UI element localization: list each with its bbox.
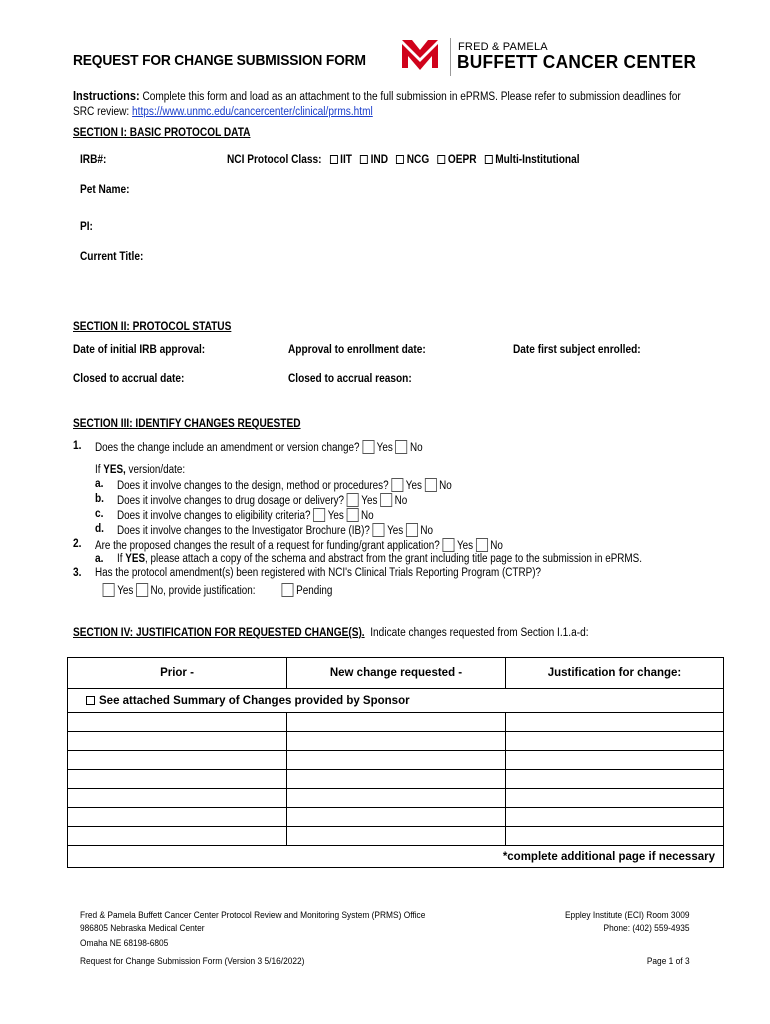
q2-yes-checkbox[interactable] bbox=[442, 538, 454, 552]
prior-cell[interactable] bbox=[68, 732, 287, 751]
q1d-yes-label: Yes bbox=[387, 525, 404, 537]
prior-cell[interactable] bbox=[68, 827, 287, 846]
multi-institutional-label: Multi-Institutional bbox=[495, 154, 580, 166]
new-change-cell[interactable] bbox=[287, 751, 506, 770]
q1a-no-label: No bbox=[439, 480, 452, 492]
pi-label: PI: bbox=[80, 221, 93, 233]
section-2-heading: SECTION II: PROTOCOL STATUS bbox=[73, 321, 232, 333]
unmc-logo-icon bbox=[400, 38, 440, 74]
section-1-heading: SECTION I: BASIC PROTOCOL DATA bbox=[73, 127, 251, 139]
nci-protocol-class bbox=[227, 154, 580, 166]
pet-name-label: Pet Name: bbox=[80, 184, 130, 196]
approval-enrollment-label: Approval to enrollment date: bbox=[288, 344, 426, 356]
new-change-cell[interactable] bbox=[287, 827, 506, 846]
section-4-heading: SECTION IV: JUSTIFICATION FOR REQUESTED CHANGE(S). bbox=[73, 627, 365, 639]
q2a-row bbox=[117, 553, 642, 565]
q3-number: 3. bbox=[73, 567, 82, 579]
table-row bbox=[68, 732, 724, 751]
table-row bbox=[68, 713, 724, 732]
new-change-cell[interactable] bbox=[287, 713, 506, 732]
q1a-number: a. bbox=[95, 478, 104, 490]
ind-label: IND bbox=[370, 154, 389, 166]
irb-label: IRB#: bbox=[80, 154, 107, 166]
closed-date-label: Closed to accrual date: bbox=[73, 373, 185, 385]
footer-line-1: Fred & Pamela Buffett Cancer Center Protocol Review and Monitoring System (PRMS) Office bbox=[80, 910, 426, 921]
q1c-yes-checkbox[interactable] bbox=[313, 508, 325, 522]
ind-checkbox[interactable] bbox=[360, 155, 368, 164]
q1c-row bbox=[117, 508, 374, 522]
q1a-text: Does it involve changes to the design, method or procedures? bbox=[117, 480, 389, 492]
q1b-number: b. bbox=[95, 493, 105, 505]
q1d-text: Does it involve changes to the Investigator Brochure (IB)? bbox=[117, 525, 370, 537]
q2a-number: a. bbox=[95, 553, 104, 565]
q1d-row bbox=[117, 523, 433, 537]
q1c-text: Does it involve changes to eligibility criteria? bbox=[117, 510, 311, 522]
q1c-no-checkbox[interactable] bbox=[346, 508, 358, 522]
prior-cell[interactable] bbox=[68, 751, 287, 770]
footer-room: Eppley Institute (ECI) Room 3009 bbox=[565, 910, 690, 921]
q1b-row bbox=[117, 493, 407, 507]
table-row bbox=[68, 751, 724, 770]
section-4-note: Indicate changes requested from Section I.1.a-d: bbox=[370, 627, 589, 639]
if-yes-pre: If bbox=[95, 464, 101, 476]
q2-yes-label: Yes bbox=[456, 540, 474, 552]
q1c-number: c. bbox=[95, 508, 104, 520]
q1-number: 1. bbox=[73, 440, 82, 452]
multi-institutional-checkbox[interactable] bbox=[485, 155, 493, 164]
footer-line-3: Omaha NE 68198-6805 bbox=[80, 938, 169, 949]
new-change-cell[interactable] bbox=[287, 789, 506, 808]
q1-yes-label: Yes bbox=[376, 442, 393, 454]
q1-text: Does the change include an amendment or version change? bbox=[95, 442, 360, 454]
prior-cell[interactable] bbox=[68, 770, 287, 789]
q1-row bbox=[95, 440, 423, 454]
justification-cell[interactable] bbox=[506, 713, 724, 732]
logo-subtitle: FRED & PAMELA bbox=[458, 41, 548, 53]
q3-yes-checkbox[interactable] bbox=[103, 583, 115, 597]
q1b-yes-label: Yes bbox=[361, 495, 378, 507]
justification-cell[interactable] bbox=[506, 827, 724, 846]
first-subject-label: Date first subject enrolled: bbox=[513, 344, 641, 356]
q1-no-label: No bbox=[410, 442, 423, 454]
col-prior-header: Prior - bbox=[68, 658, 287, 689]
current-title-label: Current Title: bbox=[80, 251, 144, 263]
q1-yes-checkbox[interactable] bbox=[362, 440, 374, 454]
additional-page-note: *complete additional page if necessary bbox=[68, 846, 724, 868]
q2-number: 2. bbox=[73, 538, 82, 550]
table-row bbox=[68, 808, 724, 827]
footer-line-2: 986805 Nebraska Medical Center bbox=[80, 923, 205, 934]
q1a-yes-checkbox[interactable] bbox=[391, 478, 403, 492]
q2-no-label: No bbox=[490, 540, 503, 552]
if-yes-post: version/date: bbox=[128, 464, 186, 476]
q1d-no-checkbox[interactable] bbox=[406, 523, 418, 537]
new-change-cell[interactable] bbox=[287, 770, 506, 789]
justification-cell[interactable] bbox=[506, 808, 724, 827]
q1a-row bbox=[117, 478, 452, 492]
closed-reason-label: Closed to accrual reason: bbox=[288, 373, 412, 385]
q1b-no-label: No bbox=[394, 495, 408, 507]
instructions-text: Complete this form and load as an attachment to the full submission in ePRMS. Please refer to submission deadlines for bbox=[142, 91, 681, 103]
table-row bbox=[68, 789, 724, 808]
q2a-bold: YES bbox=[125, 553, 146, 565]
logo-divider bbox=[450, 38, 451, 76]
q3-no-justify-label: No, provide justification: bbox=[150, 585, 256, 597]
q3-pending-label: Pending bbox=[296, 585, 333, 597]
q1b-yes-checkbox[interactable] bbox=[347, 493, 359, 507]
nci-class-label: NCI Protocol Class: bbox=[227, 154, 322, 166]
q1c-no-label: No bbox=[361, 510, 374, 522]
q1b-no-checkbox[interactable] bbox=[380, 493, 392, 507]
footer-version: Request for Change Submission Form (Version 3 5/16/2022) bbox=[80, 956, 305, 967]
q1b-text: Does it involve changes to drug dosage or delivery? bbox=[117, 495, 345, 507]
prior-cell[interactable] bbox=[68, 808, 287, 827]
justification-cell[interactable] bbox=[506, 751, 724, 770]
justification-cell[interactable] bbox=[506, 732, 724, 751]
q3-options-row bbox=[100, 583, 332, 597]
q2a-pre: If bbox=[117, 553, 123, 565]
q1d-no-label: No bbox=[420, 525, 434, 537]
if-yes-bold: YES, bbox=[103, 464, 126, 476]
oepr-label: OEPR bbox=[447, 154, 477, 166]
sponsor-checkbox[interactable] bbox=[86, 696, 95, 705]
prms-link[interactable]: https://www.unmc.edu/cancercenter/clinical/prms.html bbox=[132, 106, 373, 118]
footer-phone: Phone: (402) 559-4935 bbox=[604, 923, 690, 934]
instructions-text2: SRC review: bbox=[73, 106, 130, 118]
logo-name: BUFFETT CANCER CENTER bbox=[457, 52, 697, 72]
justification-cell[interactable] bbox=[506, 789, 724, 808]
page-title: REQUEST FOR CHANGE SUBMISSION FORM bbox=[73, 52, 366, 69]
q3-pending-checkbox[interactable] bbox=[282, 583, 294, 597]
new-change-cell[interactable] bbox=[287, 808, 506, 827]
q2-no-checkbox[interactable] bbox=[476, 538, 488, 552]
iit-label: IIT bbox=[340, 154, 352, 166]
q2-text: Are the proposed changes the result of a request for funding/grant application? bbox=[95, 540, 440, 552]
q3-no-checkbox[interactable] bbox=[136, 583, 148, 597]
q1c-yes-label: Yes bbox=[327, 510, 344, 522]
q3-yes-label: Yes bbox=[117, 585, 134, 597]
sponsor-row bbox=[68, 689, 724, 713]
col-justification-header: Justification for change: bbox=[506, 658, 724, 689]
q1a-no-checkbox[interactable] bbox=[425, 478, 437, 492]
q1d-number: d. bbox=[95, 523, 105, 535]
initial-irb-label: Date of initial IRB approval: bbox=[73, 344, 206, 356]
instructions bbox=[73, 89, 681, 120]
section-4-heading-row bbox=[73, 627, 589, 639]
justification-table bbox=[67, 657, 724, 868]
prior-cell[interactable] bbox=[68, 713, 287, 732]
table-row bbox=[68, 827, 724, 846]
section-3-heading: SECTION III: IDENTIFY CHANGES REQUESTED bbox=[73, 418, 301, 430]
ncg-checkbox[interactable] bbox=[396, 155, 404, 164]
justification-cell[interactable] bbox=[506, 770, 724, 789]
new-change-cell[interactable] bbox=[287, 732, 506, 751]
q3-text: Has the protocol amendment(s) been registered with NCI's Clinical Trials Reporting Program (CTRP)? bbox=[95, 567, 542, 579]
oepr-checkbox[interactable] bbox=[437, 155, 445, 164]
footer-address bbox=[80, 909, 425, 950]
ncg-label: NCG bbox=[406, 154, 430, 166]
if-yes-row bbox=[95, 464, 185, 476]
sponsor-label: See attached Summary of Changes provided by Sponsor bbox=[99, 694, 410, 707]
iit-checkbox[interactable] bbox=[330, 155, 338, 164]
table-row bbox=[68, 770, 724, 789]
q2-row bbox=[95, 538, 503, 552]
q1d-yes-checkbox[interactable] bbox=[372, 523, 384, 537]
footer-contact bbox=[565, 909, 690, 935]
instructions-label: Instructions: bbox=[73, 89, 140, 103]
col-new-header: New change requested - bbox=[287, 658, 506, 689]
q1a-yes-label: Yes bbox=[405, 480, 422, 492]
page-number: Page 1 of 3 bbox=[647, 956, 690, 967]
q1-no-checkbox[interactable] bbox=[395, 440, 407, 454]
prior-cell[interactable] bbox=[68, 789, 287, 808]
q2a-text: , please attach a copy of the schema and abstract from the grant including title page to the submission in ePRMS. bbox=[145, 553, 643, 565]
